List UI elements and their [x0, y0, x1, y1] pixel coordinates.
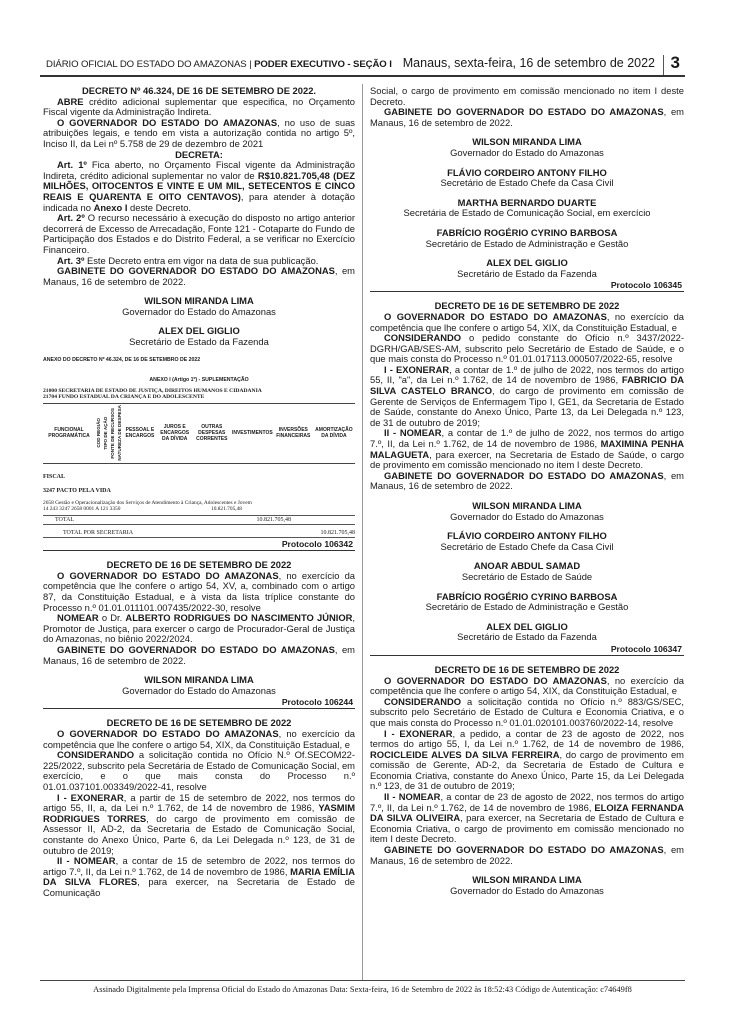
annex-total-secretaria: TOTAL POR SECRETARIA 10.821.705,48 [43, 529, 355, 538]
publication-title: DIÁRIO OFICIAL DO ESTADO DO AMAZONAS | PODER EXECUTIVO - SEÇÃO I [46, 59, 392, 70]
decree-article: II - NOMEAR, a contar de 1.º de julho de 2022, nos termos do artigo 7.º, II, da Lei n.º 1.762, de 14 de novembro de 1986, MAXIMINA PENHA MALAGUETA, para exercer, na Secretaria de Estado de Saúde, o cargo de provimento em comissão mencionado no item I deste Decreto. [370, 427, 684, 471]
decree-title: DECRETO Nº 46.324, DE 16 DE SETEMBRO DE 2022. [81, 85, 317, 96]
decree-article: Art. 1º Fica aberto, no Orçamento Fiscal vigente da Administração Indireta, crédito adicional suplementar no valor de R$10.821.705,48 (DEZ MILHÕES, OITOCENTOS E VINTE E UM MIL, SETECENTOS E CINCO REAIS E QUARENTA E OITO CENTAVOS), para atender à dotação indicada no Anexo I deste Decreto. [43, 159, 355, 213]
decree-article: II - NOMEAR, a contar de 23 de agosto de 2022, nos termos do artigo 7.º, II, da Lei n.º 1.762, de 14 de novembro de 1986, ELOIZA FERNANDA DA SILVA OLIVEIRA, para exercer, na Secretaria de Estado de Cultura e Economia Criativa, o cargo de provimento em comissão mencionado no item I deste Decreto. [370, 791, 685, 845]
signature-name: WILSON MIRANDA LIMA [144, 674, 254, 686]
signature-role: Secretário de Estado da Fazenda [129, 336, 269, 348]
header-divider [663, 55, 664, 77]
annex-org: 21000 SECRETARIA DE ESTADO DE JUSTIÇA, DIREITOS HUMANOS E CIDADANIA [43, 387, 262, 394]
decree-preamble: O GOVERNADOR DO ESTADO DO AMAZONAS, no exercício da competência que lhe confere o artigo 54, XV, a, combinado com o artigo 87, da Constituição Estadual, e à vista da lista tríplice constante do Processo n.º 01.01.011101.007435/2022-30, resolve [43, 569, 355, 613]
annex-col-header: TIPO DE AÇÃO [102, 403, 109, 464]
signature-role: Governador do Estado do Amazonas [450, 146, 604, 158]
footer-rule [40, 980, 685, 981]
signature-role: Secretário de Estado de Administração e Gestão [425, 601, 629, 613]
signature-name: WILSON MIRANDA LIMA [144, 295, 254, 307]
decree-closing: GABINETE DO GOVERNADOR DO ESTADO DO AMAZONAS, em Manaus, 16 de setembro de 2022. [43, 644, 355, 666]
signature-name: WILSON MIRANDA LIMA [472, 136, 582, 148]
annex-columns [43, 403, 355, 465]
annex-col-header: FONTE DE RECURSOS [109, 403, 116, 464]
decree-title: DECRETO DE 16 DE SETEMBRO DE 2022 [106, 717, 292, 729]
signature-role: Secretário de Estado Chefe da Casa Civil [440, 177, 614, 189]
decree-article: II - NOMEAR, a contar de 15 de setembro de 2022, nos termos do artigo 7.º, II, da Lei n.º 1.762, de 14 de novembro de 1986, MARIA EMÍLIA DA SILVA FLORES, para exercer, na Secretaria de Estado de Comunicação [43, 855, 355, 898]
signature-name: MARTHA BERNARDO DUARTE [457, 196, 597, 208]
signature-name: FLÁVIO CORDEIRO ANTONY FILHO [447, 166, 607, 178]
annex-title: ANEXO DO DECRETO Nº 46.324, DE 16 DE SETEMBRO DE 2022 [43, 356, 201, 363]
authentication-footer: Assinado Digitalmente pela Imprensa Oficial do Estado do Amazonas Data: Sexta-feira, 16 de Setembro de 2022 às 18:52:43 Código de Autenticação: c74649f8 [93, 985, 632, 994]
decree-closing: GABINETE DO GOVERNADOR DO ESTADO DO AMAZONAS, em Manaus, 16 de setembro de 2022. [370, 106, 684, 128]
decree-article: Art. 3º Este Decreto entra em vigor na data de sua publicação. [57, 254, 319, 266]
annex-table [43, 357, 355, 539]
annex-col-header: NATUREZA DE DESPESA [116, 403, 123, 464]
annex-fiscal: FISCAL [43, 474, 66, 481]
decree-article: Art. 2º O recurso necessário à execução do disposto no artigo anterior decorrerá de Excesso de Arrecadação, Fonte 121 - Cotaparte do Fundo de Participação dos Estados e do Distrito Federal, a se verificar no Exercício Financeiro. [43, 212, 355, 255]
issue-date: Manaus, sexta-feira, 16 de setembro de 2022 [402, 56, 655, 70]
signature-name: WILSON MIRANDA LIMA [472, 500, 582, 511]
decree-article: I - EXONERAR, a contar de 1.º de julho de 2022, nos termos do artigo 55, II, "a", da Lei n.º 1.762, de 14 de novembro de 1986, FABRICIO DA SILVA CASTELO BRANCO, do cargo de provimento em comissão de Gerente de Serviços de Enfermagem Tipo I, GE1, da Secretaria de Estado de Saúde, constante do Anexo Único, Parte 13, da Lei Delegada n.º 123, de 31 de outubro de 2019; [370, 363, 684, 428]
annex-col-header: OUTRAS DESPESAS CORRENTES [193, 403, 231, 464]
decree-preamble: O GOVERNADOR DO ESTADO DO AMAZONAS, no exercício da competência que lhe confere o artigo 54, XIX, da Constituição Estadual, e [43, 728, 355, 750]
decree-considering: CONSIDERANDO a solicitação contida no Ofício n.º 883/GS/SEC, subscrito pelo Secretário de Estado de Cultura e Economia Criativa, e o que mais consta do Processo n.º 01.01.020101.003760/2022-14, resolve [370, 695, 684, 728]
signature-role: Governador do Estado do Amazonas [450, 510, 604, 522]
signature-role: Secretário de Estado da Fazenda [457, 631, 597, 643]
signature-name: ALEX DEL GIGLIO [486, 257, 568, 269]
decree-closing: GABINETE DO GOVERNADOR DO ESTADO DO AMAZONAS, em Manaus, 16 de setembro de 2022. [43, 265, 355, 287]
signature-name: FABRÍCIO ROGÉRIO CYRINO BARBOSA [436, 590, 618, 602]
signature-name: ANOAR ABDUL SAMAD [473, 560, 581, 572]
signature-name: ALEX DEL GIGLIO [158, 325, 240, 337]
decree-preamble: O GOVERNADOR DO ESTADO DO AMAZONAS, no uso de suas atribuições legais, e tendo em vista a autorização contida no artigo 5º, Inciso II, da Lei nº 5.758 de 29 de dezembro de 2021 [43, 116, 355, 149]
newspaper-page [40, 48, 685, 993]
annex-total-row: TOTAL 10.821.705,48 [43, 515, 355, 525]
annex-col-header: AMORTIZAÇÃO DA DÍVIDA [313, 403, 355, 464]
signature-name: FABRÍCIO ROGÉRIO CYRINO BARBOSA [436, 226, 618, 238]
decree-closing: GABINETE DO GOVERNADOR DO ESTADO DO AMAZONAS, em Manaus, 16 de setembro de 2022. [370, 469, 684, 492]
protocol-number: Protocolo 106244 [43, 696, 355, 709]
decree-title: DECRETO DE 16 DE SETEMBRO DE 2022 [106, 559, 292, 571]
signature-role: Secretário de Estado Chefe da Casa Civil [440, 540, 614, 552]
annex-subtitle: ANEXO I (Artigo 1º) - SUPLEMENTAÇÃO [149, 376, 249, 383]
signature-name: FLÁVIO CORDEIRO ANTONY FILHO [447, 530, 607, 542]
decree-article: I - EXONERAR, a pedido, a contar de 23 de agosto de 2022, nos termos do artigo 55, I, da Lei n.º 1.762, de 14 de novembro de 1986, ROCICLEIDE ALVES DA SILVA FERREIRA, do cargo de provimento em comissão de Gerente, AD-2, da Secretaria de Estado de Cultura e Economia Criativa, constante do Anexo Único, Parte 15, da Lei Delegada n.º 123, de 31 de outubro de 2019; [370, 727, 684, 792]
decree-heading: DECRETA: [175, 148, 223, 160]
annex-org: 21704 FUNDO ESTADUAL DA CRIANÇA E DO ADOLESCENTE [43, 393, 205, 400]
signature-role: Governador do Estado do Amazonas [122, 684, 276, 696]
annex-col-header: PESSOAL E ENCARGOS [123, 403, 157, 464]
decree-title: DECRETO DE 16 DE SETEMBRO DE 2022 [434, 663, 620, 675]
decree-preamble: O GOVERNADOR DO ESTADO DO AMAZONAS, no exercício da competência que lhe confere o artigo 54, XIX, da Constituição Estadual, e [370, 674, 684, 697]
decree-considering: CONSIDERANDO o pedido constante do Ofício n.º 3437/2022-DGRH/GAB/SES-AM, subscrito pelo Secretário de Estado de Saúde, e o que mais consta do Processo n.º 01.01.017113.000507/2022-65, resolve [370, 332, 684, 365]
protocol-number: Protocolo 106347 [370, 643, 684, 656]
decree-article: NOMEAR o Dr. ALBERTO RODRIGUES DO NASCIMENTO JÚNIOR, Promotor de Justiça, para exercer o cargo de Procurador-Geral de Justiça do Amazonas, no biênio 2022/2024. [43, 612, 356, 645]
protocol-number: Protocolo 106342 [43, 538, 355, 551]
decree-article: Social, o cargo de provimento em comissão mencionado no item I deste Decreto. [370, 85, 684, 107]
signature-role: Secretário de Estado da Fazenda [457, 267, 597, 279]
decree-considering: CONSIDERANDO a solicitação contida no Ofício N.º Of.SECOM22-225/2022, subscrito pela Secretária de Estado de Comunicação Social, em exercício, e o que mais consta do Processo n.º 01.01.037101.003349/2022-41, resolve [43, 749, 355, 792]
annex-col-header: JUROS E ENCARGOS DA DÍVIDA [157, 403, 193, 464]
annex-col-header: INVESTIMENTOS [231, 403, 274, 464]
protocol-number: Protocolo 106345 [370, 279, 684, 292]
decree-closing: GABINETE DO GOVERNADOR DO ESTADO DO AMAZONAS, em Manaus, 16 de setembro de 2022. [370, 844, 684, 866]
signature-role: Secretário de Estado de Administração e Gestão [425, 237, 629, 249]
column-divider [362, 84, 363, 981]
signature-role: Secretário de Estado de Saúde [461, 570, 593, 582]
right-column [370, 86, 684, 896]
annex-col-header: INVERSÕES FINANCEIRAS [274, 403, 313, 464]
page-header [40, 55, 685, 77]
decree-article: I - EXONERAR, a partir de 15 de setembro de 2022, nos termos do artigo 55, II, a, da Lei n.º 1.762, de 14 de novembro de 1986, YASMIM RODRIGUES TORRES, do cargo de provimento em comissão de Assessor II, AD-2, da Secretaria de Estado de Comunicação Social, constante do Anexo Único, Parte 6, da Lei Delegada n.º 123, de 31 de outubro de 2019; [43, 791, 355, 856]
left-column [43, 86, 355, 899]
signature-role: Governador do Estado do Amazonas [122, 305, 276, 317]
annex-row: 14 243 3247 2658 0001 A 121 3350 10.821.705,48 [43, 506, 242, 513]
page-number: 3 [670, 53, 680, 72]
signature-name: ALEX DEL GIGLIO [486, 620, 568, 632]
annex-action: 2658 Gestão e Operacionalização dos Serviços de Atendimento à Criança, Adolescentes e Jovem [43, 500, 252, 507]
annex-col-header: COD REGIÃO [95, 403, 102, 464]
decree-summary: ABRE crédito adicional suplementar que especifica, no Orçamento Fiscal vigente da Administração Indireta. [43, 95, 355, 118]
annex-col-header: FUNCIONAL PROGRAMÁTICA [43, 403, 95, 464]
signature-role: Secretária de Estado de Comunicação Social, em exercício [403, 207, 651, 219]
annex-program: 3247 PACTO PELA VIDA [43, 488, 111, 495]
decree-title: DECRETO DE 16 DE SETEMBRO DE 2022 [434, 300, 620, 312]
header-rule [40, 75, 685, 77]
signature-role: Governador do Estado do Amazonas [450, 884, 604, 896]
decree-preamble: O GOVERNADOR DO ESTADO DO AMAZONAS, no exercício da competência que lhe confere o artigo 54, XIX, da Constituição Estadual, e [370, 310, 684, 333]
signature-name: WILSON MIRANDA LIMA [472, 874, 582, 886]
